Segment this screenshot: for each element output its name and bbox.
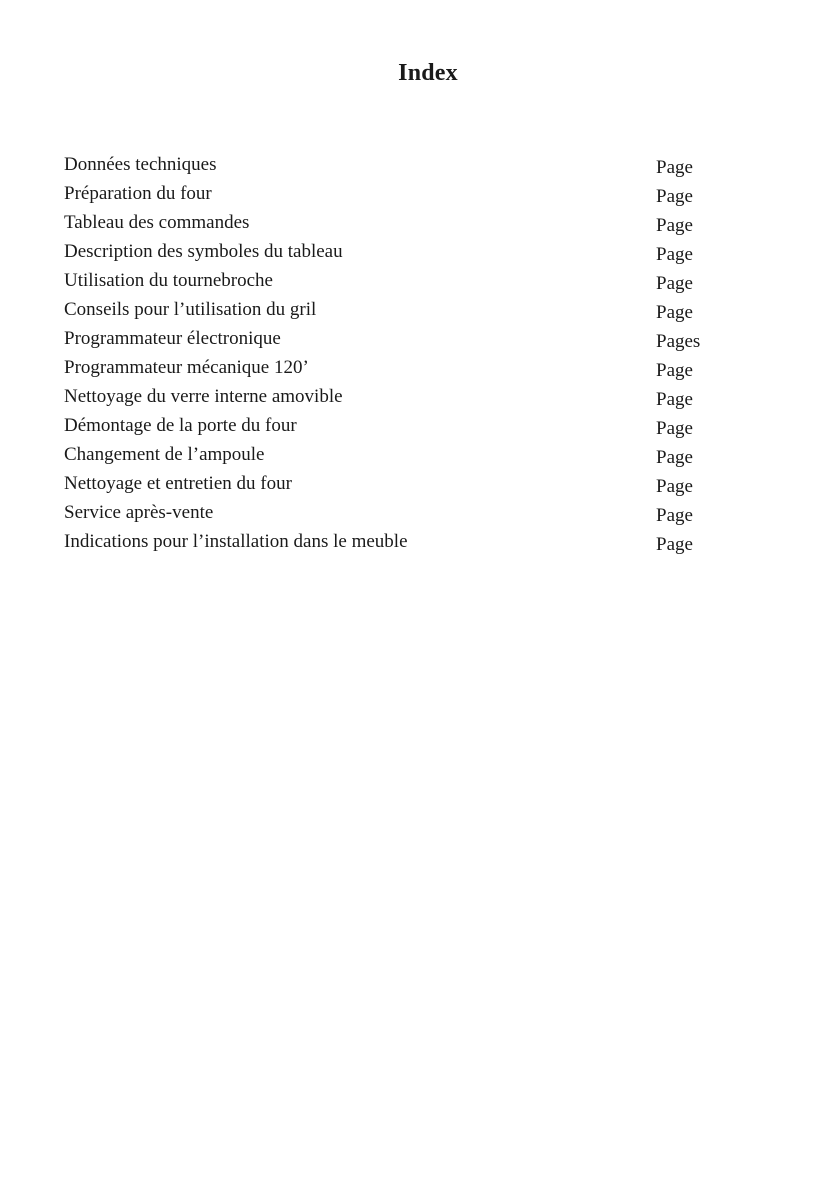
- toc-entry-page: Page: [656, 244, 693, 265]
- toc-entry-label: Conseils pour l’utilisation du gril: [64, 299, 317, 320]
- toc-entry-page: Page: [656, 360, 693, 381]
- toc-entry-label: Programmateur mécanique 120’: [64, 357, 309, 378]
- toc-entry: [64, 266, 724, 295]
- toc-entry-page: Page: [656, 186, 693, 207]
- toc-entry: [64, 179, 724, 208]
- toc-entry: [64, 498, 724, 527]
- toc-entry-label: Données techniques: [64, 154, 217, 175]
- toc-entry-label: Description des symboles du tableau: [64, 241, 343, 262]
- toc-entry-label: Préparation du four: [64, 183, 212, 204]
- toc-entry-page: Page: [656, 389, 693, 410]
- toc-entry-page: Pages: [656, 331, 701, 352]
- toc-entry-label: Programmateur électronique: [64, 328, 281, 349]
- toc-entry-label: Utilisation du tournebroche: [64, 270, 273, 291]
- toc-entry-label: Démontage de la porte du four: [64, 415, 297, 436]
- toc-entry-label: Nettoyage du verre interne amovible: [64, 386, 343, 407]
- toc-entry-label: Tableau des commandes: [64, 212, 250, 233]
- page-title: Index: [398, 60, 458, 86]
- toc-entry: [64, 411, 724, 440]
- toc-entry-label: Service après-vente: [64, 502, 214, 523]
- toc-entry: [64, 382, 724, 411]
- toc-entry: [64, 295, 724, 324]
- toc-entry: [64, 353, 724, 382]
- toc-entry-label: Changement de l’ampoule: [64, 444, 265, 465]
- toc-entry-page: Page: [656, 157, 693, 178]
- toc-entry: [64, 469, 724, 498]
- toc-entry-page: Page: [656, 273, 693, 294]
- toc-entry: [64, 527, 724, 556]
- toc-entry-page: Page: [656, 447, 693, 468]
- toc-entry: [64, 440, 724, 469]
- toc-entry-label: Nettoyage et entretien du four: [64, 473, 292, 494]
- table-of-contents: [64, 150, 724, 556]
- toc-entry-page: Page: [656, 302, 693, 323]
- toc-entry-page: Page: [656, 418, 693, 439]
- toc-entry-page: Page: [656, 505, 693, 526]
- toc-entry-page: Page: [656, 534, 693, 555]
- toc-entry-page: Page: [656, 476, 693, 497]
- toc-entry: [64, 150, 724, 179]
- toc-entry-label: Indications pour l’installation dans le meuble: [64, 531, 408, 552]
- toc-entry-page: Page: [656, 215, 693, 236]
- toc-entry: [64, 324, 724, 353]
- toc-entry: [64, 208, 724, 237]
- toc-entry: [64, 237, 724, 266]
